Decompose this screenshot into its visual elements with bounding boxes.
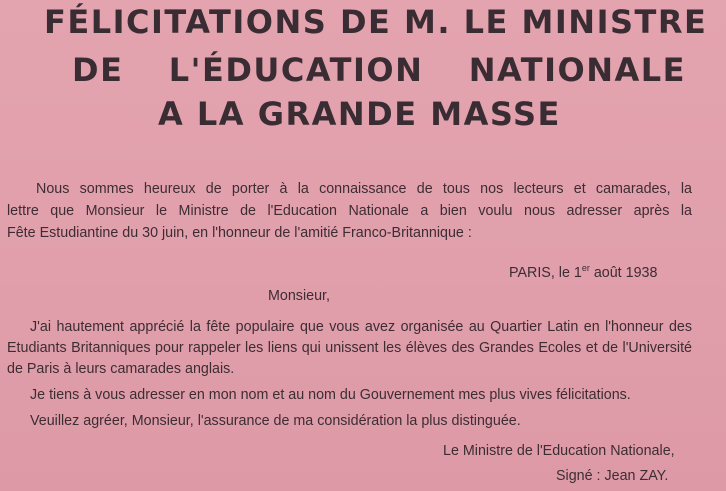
letter-salutation: Monsieur,	[268, 288, 330, 304]
letter-paragraph-1-line-2: Etudiants Britanniques pour rappeler les liens qui unissent les élèves des Grandes Ecoles et de l'Université	[7, 340, 692, 356]
letter-paragraph-1-line-1: J'ai hautement apprécié la fête populaire que vous avez organisée au Quartier Latin en l'honneur des	[30, 319, 692, 335]
heading-line-1: FÉLICITATIONS DE M. LE MINISTRE	[44, 3, 708, 41]
heading-line-2-word: L'ÉDUCATION	[168, 51, 424, 89]
signature-name: Signé : Jean ZAY.	[556, 468, 669, 484]
heading-line-2	[72, 52, 686, 88]
date-superscript: er	[581, 263, 590, 274]
letter-paragraph-2: Je tiens à vous adresser en mon nom et au nom du Gouvernement mes plus vives félicitations.	[30, 387, 631, 403]
heading-line-2-word: DE	[72, 51, 124, 89]
date-prefix: PARIS, le 1	[509, 265, 582, 281]
heading-line-3: A LA GRANDE MASSE	[158, 95, 561, 133]
signature-title: Le Ministre de l'Education Nationale,	[443, 443, 675, 459]
date-suffix: août 1938	[589, 265, 658, 281]
letter-paragraph-3: Veuillez agréer, Monsieur, l'assurance de ma considération la plus distinguée.	[30, 413, 521, 429]
intro-line-1: Nous sommes heureux de porter à la connaissance de tous nos lecteurs et camarades, la	[36, 181, 692, 197]
heading-line-2-word: NATIONALE	[468, 51, 686, 89]
intro-line-3: Fête Estudiantine du 30 juin, en l'honneur de l'amitié Franco-Britannique :	[7, 225, 472, 241]
intro-line-2: lettre que Monsieur le Ministre de l'Education Nationale a bien voulu nous adresser après la	[7, 203, 692, 219]
letter-date	[509, 262, 657, 284]
letter-paragraph-1-line-3: de Paris à leurs camarades anglais.	[7, 361, 235, 377]
